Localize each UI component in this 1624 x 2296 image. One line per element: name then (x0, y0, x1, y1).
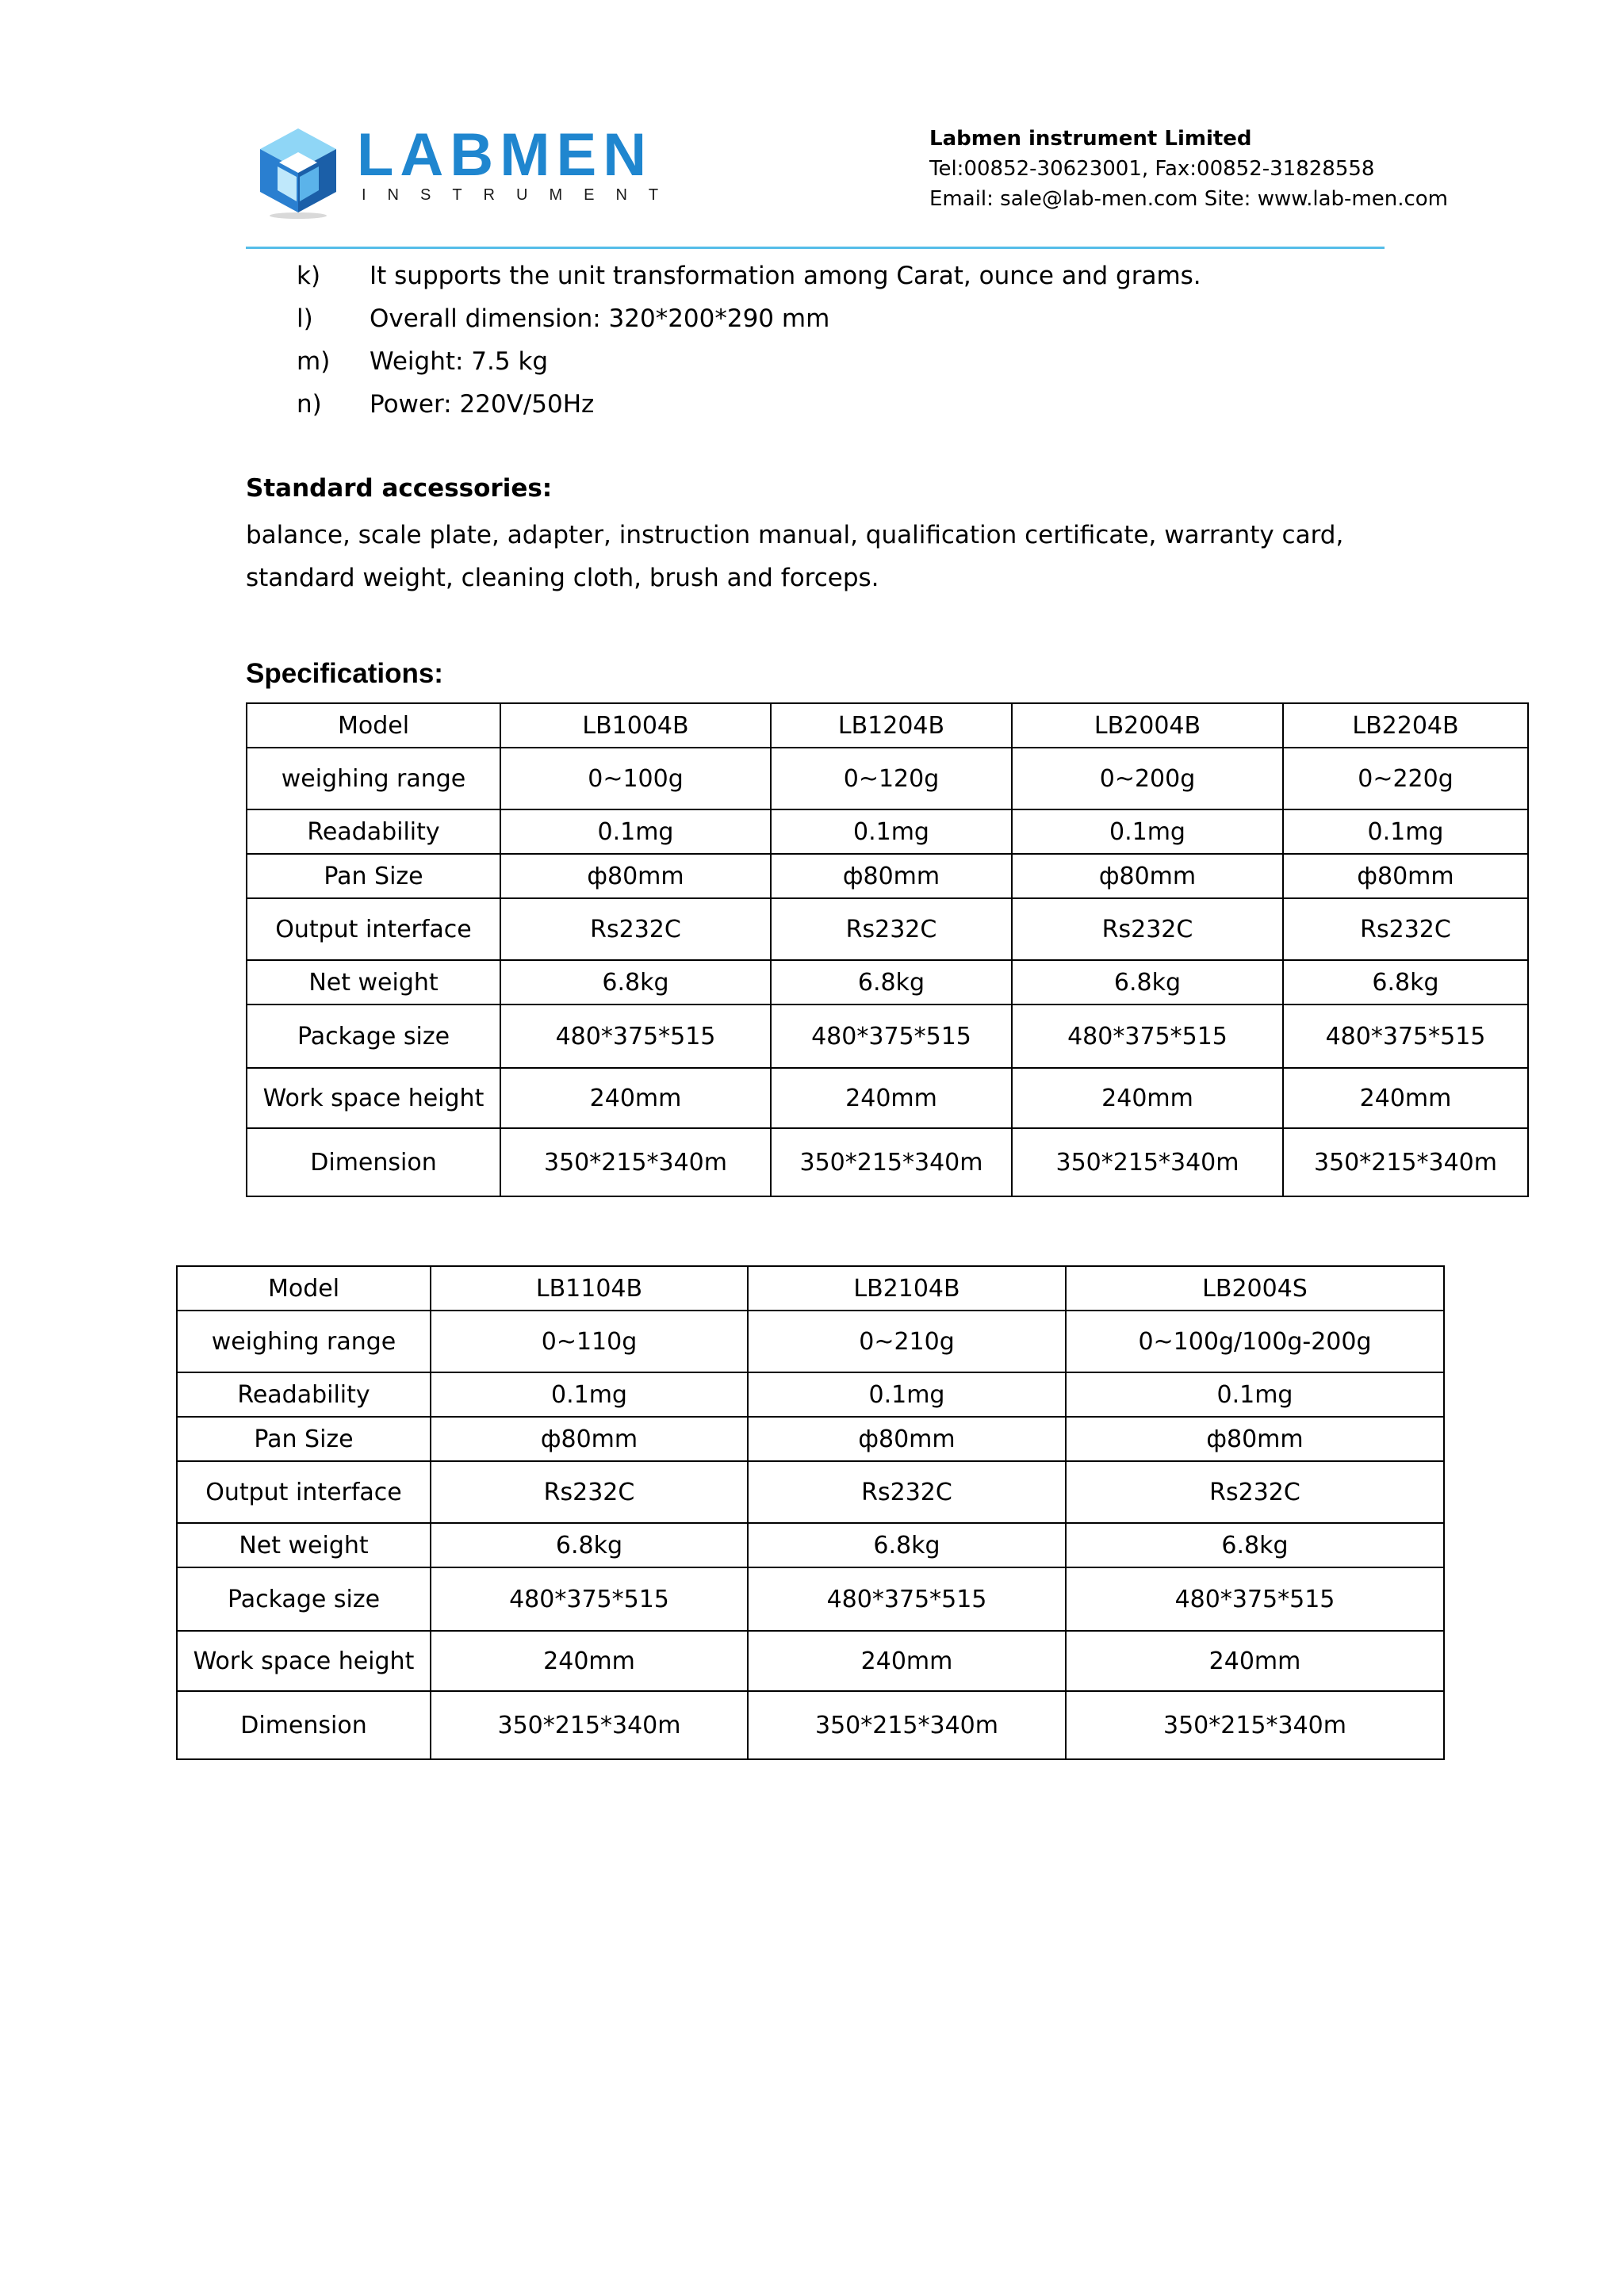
table-cell: Rs232C (1283, 898, 1528, 960)
table-row (247, 1004, 1528, 1068)
table-row (247, 1128, 1528, 1196)
table-row (247, 1068, 1528, 1128)
table-cell: 240mm (748, 1631, 1066, 1691)
table-cell: 350*215*340m (1012, 1128, 1283, 1196)
row-header-cell: weighing range (247, 748, 500, 809)
table-cell: LB2004B (1012, 703, 1283, 748)
email-line: Email: sale@lab-men.com Site: www.lab-men.com (929, 187, 1449, 211)
table-row (247, 960, 1528, 1004)
table-cell: 480*375*515 (1066, 1567, 1444, 1631)
table-row (177, 1461, 1444, 1523)
table-cell: 6.8kg (1066, 1523, 1444, 1567)
row-header-cell: Dimension (247, 1128, 500, 1196)
table-cell: 240mm (431, 1631, 748, 1691)
row-header-cell: Model (247, 703, 500, 748)
row-header-cell: Dimension (177, 1691, 431, 1759)
table-cell: 480*375*515 (431, 1567, 748, 1631)
table-row (177, 1417, 1444, 1461)
table-cell: 240mm (1066, 1631, 1444, 1691)
feature-marker: l) (297, 304, 313, 333)
table-cell: 350*215*340m (500, 1128, 771, 1196)
table-row (177, 1266, 1444, 1311)
table-row (177, 1311, 1444, 1372)
row-header-cell: Net weight (177, 1523, 431, 1567)
table-cell: 0~120g (771, 748, 1012, 809)
row-header-cell: Net weight (247, 960, 500, 1004)
company-name: Labmen instrument Limited (929, 127, 1252, 151)
feature-marker: n) (297, 390, 322, 419)
table-cell: 350*215*340m (1283, 1128, 1528, 1196)
row-header-cell: Pan Size (177, 1417, 431, 1461)
specifications-table-1 (246, 702, 1529, 1197)
specifications-title: Specifications: (246, 658, 443, 689)
table-cell: 6.8kg (771, 960, 1012, 1004)
table-cell: 480*375*515 (771, 1004, 1012, 1068)
table-cell: 0~210g (748, 1311, 1066, 1372)
feature-text: Weight: 7.5 kg (370, 347, 549, 376)
table-cell: ф80mm (1283, 854, 1528, 898)
row-header-cell: Output interface (247, 898, 500, 960)
table-cell: ф80mm (748, 1417, 1066, 1461)
table-cell: 480*375*515 (1012, 1004, 1283, 1068)
table-row (247, 809, 1528, 854)
table-cell: 0.1mg (771, 809, 1012, 854)
feature-text: Overall dimension: 320*200*290 mm (370, 304, 830, 333)
feature-marker: k) (297, 262, 321, 290)
table-cell: 240mm (1283, 1068, 1528, 1128)
table-row (177, 1567, 1444, 1631)
company-info (929, 124, 1448, 214)
table-cell: LB2004S (1066, 1266, 1444, 1311)
table-row (247, 854, 1528, 898)
table-cell: Rs232C (771, 898, 1012, 960)
row-header-cell: Work space height (247, 1068, 500, 1128)
table-cell: 6.8kg (500, 960, 771, 1004)
row-header-cell: Readability (177, 1372, 431, 1417)
table-cell: 0.1mg (500, 809, 771, 854)
table-cell: LB1104B (431, 1266, 748, 1311)
table-row (247, 703, 1528, 748)
table-cell: LB1204B (771, 703, 1012, 748)
table-cell: 6.8kg (431, 1523, 748, 1567)
table-cell: Rs232C (748, 1461, 1066, 1523)
table-cell: LB1004B (500, 703, 771, 748)
table-cell: ф80mm (1066, 1417, 1444, 1461)
table-cell: 0.1mg (748, 1372, 1066, 1417)
table-row (247, 748, 1528, 809)
row-header-cell: Pan Size (247, 854, 500, 898)
table-cell: 0.1mg (1283, 809, 1528, 854)
cube-logo-icon (254, 124, 343, 219)
feature-text: Power: 220V/50Hz (370, 390, 595, 419)
row-header-cell: Output interface (177, 1461, 431, 1523)
row-header-cell: weighing range (177, 1311, 431, 1372)
table-row (247, 898, 1528, 960)
table-cell: 480*375*515 (500, 1004, 771, 1068)
contact-line: Tel:00852-30623001, Fax:00852-31828558 (929, 157, 1375, 181)
table-cell: 350*215*340m (1066, 1691, 1444, 1759)
table-cell: LB2204B (1283, 703, 1528, 748)
header-divider (246, 247, 1385, 249)
table-cell: 6.8kg (1012, 960, 1283, 1004)
row-header-cell: Readability (247, 809, 500, 854)
table-cell: 0~100g (500, 748, 771, 809)
table-cell: LB2104B (748, 1266, 1066, 1311)
table-row (177, 1631, 1444, 1691)
feature-marker: m) (297, 347, 331, 376)
table-cell: Rs232C (431, 1461, 748, 1523)
table-cell: 350*215*340m (771, 1128, 1012, 1196)
table-cell: 0.1mg (1066, 1372, 1444, 1417)
table-cell: ф80mm (771, 854, 1012, 898)
table-cell: 240mm (771, 1068, 1012, 1128)
logo-wordmark: LABMEN (357, 121, 653, 189)
row-header-cell: Model (177, 1266, 431, 1311)
table-cell: 0.1mg (431, 1372, 748, 1417)
logo-subtitle: INSTRUMENT (362, 186, 680, 204)
table-cell: ф80mm (1012, 854, 1283, 898)
table-cell: 480*375*515 (748, 1567, 1066, 1631)
feature-text: It supports the unit transformation among Carat, ounce and grams. (370, 262, 1201, 290)
specifications-table-2 (176, 1265, 1445, 1760)
table-cell: ф80mm (500, 854, 771, 898)
row-header-cell: Package size (177, 1567, 431, 1631)
table-row (177, 1691, 1444, 1759)
table-row (177, 1523, 1444, 1567)
accessories-title: Standard accessories: (246, 474, 553, 503)
table-cell: 0~100g/100g-200g (1066, 1311, 1444, 1372)
table-cell: 6.8kg (748, 1523, 1066, 1567)
table-cell: Rs232C (500, 898, 771, 960)
table-cell: 0.1mg (1012, 809, 1283, 854)
table-cell: 0~110g (431, 1311, 748, 1372)
accessories-text: balance, scale plate, adapter, instruction manual, qualification certificate, warranty card, standard weight, cleaning cloth, brush and forceps. (246, 521, 1344, 592)
table-cell: 0~200g (1012, 748, 1283, 809)
row-header-cell: Package size (247, 1004, 500, 1068)
table-cell: 0~220g (1283, 748, 1528, 809)
table-cell: 350*215*340m (431, 1691, 748, 1759)
row-header-cell: Work space height (177, 1631, 431, 1691)
table-cell: 240mm (1012, 1068, 1283, 1128)
table-cell: 480*375*515 (1283, 1004, 1528, 1068)
company-logo (254, 121, 680, 219)
table-cell: Rs232C (1012, 898, 1283, 960)
table-cell: ф80mm (431, 1417, 748, 1461)
table-cell: 350*215*340m (748, 1691, 1066, 1759)
table-row (177, 1372, 1444, 1417)
table-cell: 6.8kg (1283, 960, 1528, 1004)
table-cell: 240mm (500, 1068, 771, 1128)
table-cell: Rs232C (1066, 1461, 1444, 1523)
